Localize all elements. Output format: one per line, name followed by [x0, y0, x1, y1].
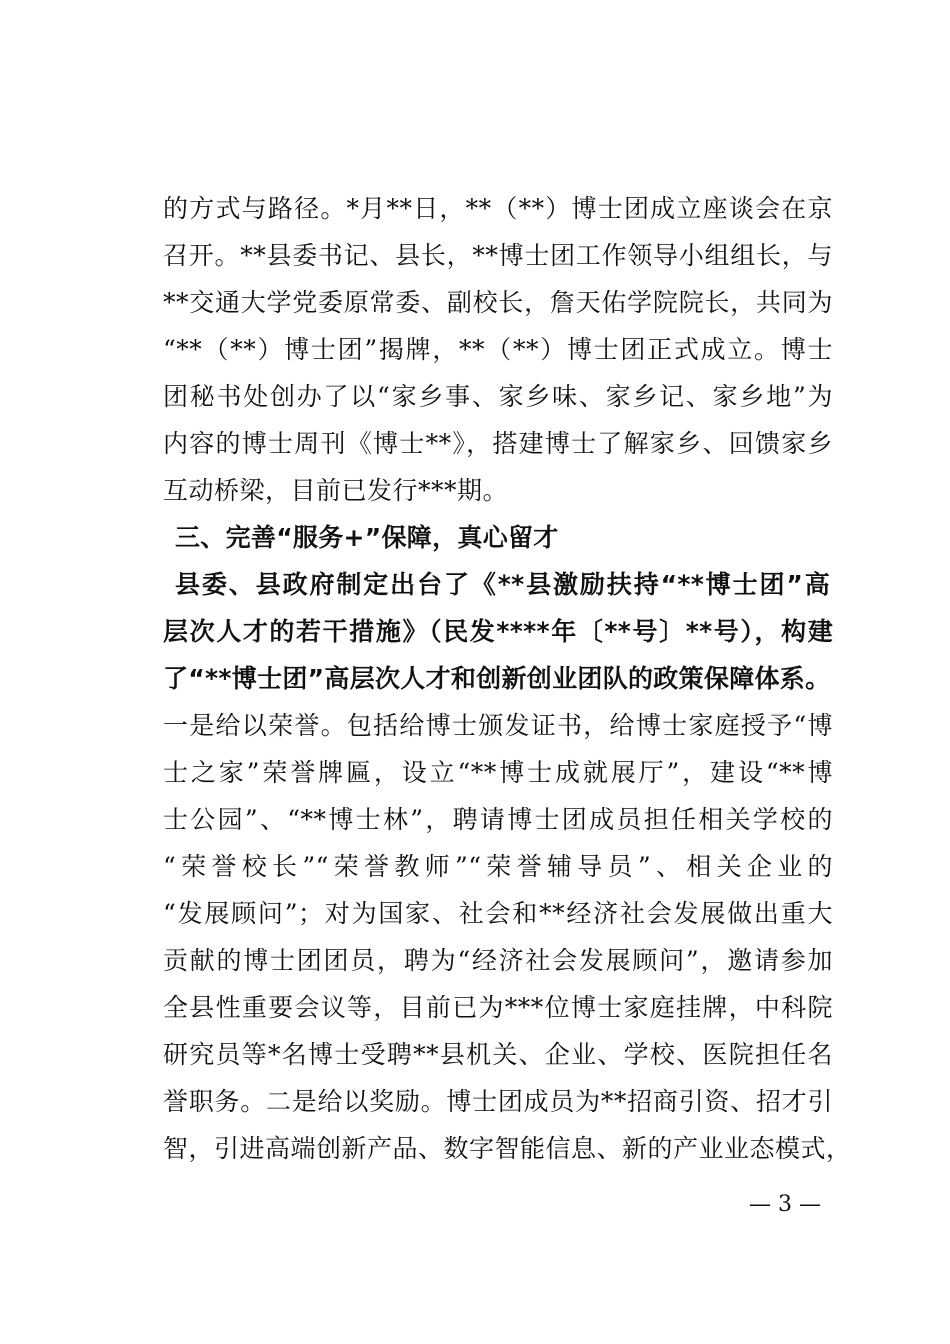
paragraph-line: “**（**）博士团”揭牌，**（**）博士团正式成立。博士: [163, 335, 833, 364]
page-number: — 3 —: [749, 1192, 821, 1217]
paragraph-line: **交通大学党委原常委、副校长，詹天佑学院院长，共同为: [163, 288, 833, 317]
section-heading: 三、完善“服务+”保障，真心留才: [175, 523, 559, 552]
paragraph-line: 士之家”荣誉牌匾，设立“**博士成就展厅”，建设“**博: [163, 758, 833, 787]
bold-paragraph-line: 县委、县政府制定出台了《**县激励扶持“**博士团”高: [175, 570, 830, 599]
paragraph-line: “荣誉校长”“荣誉教师”“荣誉辅导员”、相关企业的: [163, 852, 833, 881]
paragraph-line: 贡献的博士团团员，聘为“经济社会发展顾问”，邀请参加: [163, 946, 833, 975]
paragraph-line: 内容的博士周刊《博士**》，搭建博士了解家乡、回馈家乡: [163, 429, 833, 458]
paragraph-line: 研究员等*名博士受聘**县机关、企业、学校、医院担任名: [163, 1040, 833, 1069]
paragraph-line: 士公园”、“**博士林”，聘请博士团成员担任相关学校的: [163, 805, 833, 834]
paragraph-line: 互动桥梁，目前已发行***期。: [163, 476, 509, 505]
paragraph-line: 召开。**县委书记、县长，**博士团工作领导小组组长，与: [163, 241, 833, 270]
paragraph-line: 智，引进高端创新产品、数字智能信息、新的产业业态模式，: [163, 1134, 852, 1163]
paragraph-line: “发展顾问”；对为国家、社会和**经济社会发展做出重大: [163, 899, 833, 928]
paragraph-line: 一是给以荣誉。包括给博士颁发证书，给博士家庭授予“博: [163, 711, 833, 740]
bold-paragraph-line: 了“**博士团”高层次人才和创新创业团队的政策保障体系。: [163, 664, 831, 693]
bold-paragraph-line: 层次人才的若干措施》（民发****年〔**号〕**号），构建: [163, 617, 833, 646]
paragraph-line: 誉职务。二是给以奖励。博士团成员为**招商引资、招才引: [163, 1087, 833, 1116]
paragraph-line: 团秘书处创办了以“家乡事、家乡味、家乡记、家乡地”为: [163, 382, 833, 411]
paragraph-line: 全县性重要会议等，目前已为***位博士家庭挂牌，中科院: [163, 993, 833, 1022]
paragraph-line: 的方式与路径。*月**日，**（**）博士团成立座谈会在京: [163, 194, 833, 223]
